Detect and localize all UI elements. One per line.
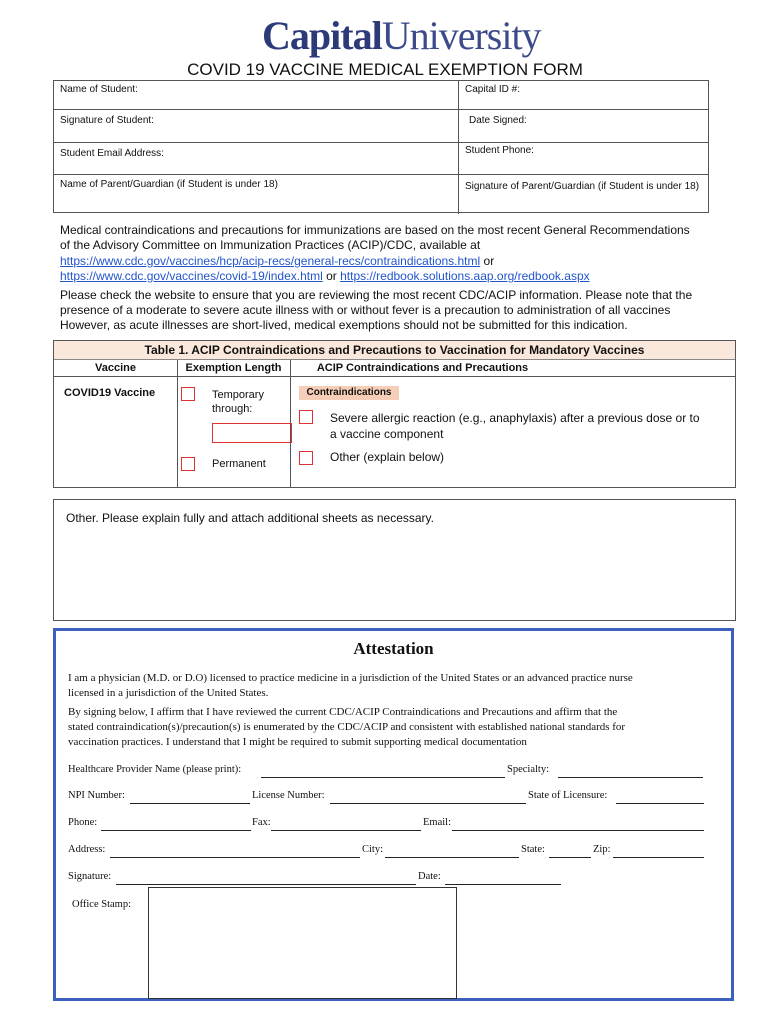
through-date-input[interactable]: [212, 423, 292, 443]
parent-name-label: Name of Parent/Guardian (if Student is under 18): [60, 179, 278, 190]
info-row-signature: [54, 110, 708, 143]
address-label: Address:: [68, 844, 106, 855]
signature-line: [68, 871, 713, 887]
license-number-label: License Number:: [252, 790, 325, 801]
state-licensure-input[interactable]: [616, 803, 704, 804]
student-email-label: Student Email Address:: [60, 148, 164, 159]
city-label: City:: [362, 844, 384, 855]
allergic-reaction-checkbox[interactable]: [299, 410, 313, 424]
phone-line: [68, 817, 713, 833]
form-title: COVID 19 VACCINE MEDICAL EXEMPTION FORM: [187, 60, 583, 79]
other-explanation-box[interactable]: [53, 499, 736, 621]
fax-input[interactable]: [271, 830, 421, 831]
date-label: Date:: [418, 871, 441, 882]
acip-table: [53, 340, 736, 488]
attestation-section: [53, 628, 734, 1001]
table-caption: Table 1. ACIP Contraindications and Precautions to Vaccination for Mandatory Vaccines: [54, 341, 735, 360]
phone-label: Phone:: [68, 817, 98, 828]
provider-line: [68, 764, 713, 780]
date-signed-field[interactable]: [459, 110, 710, 142]
temporary-label: Temporary: [212, 389, 264, 401]
permanent-label: Permanent: [212, 458, 266, 470]
other-explain-label: Other (explain below): [330, 450, 445, 464]
vaccine-name: COVID19 Vaccine: [64, 387, 156, 399]
attestation-para-2-line-2: stated contraindication(s)/precaution(s) is enumerated by the CDC/ACIP and consistent with established national standards for: [68, 721, 626, 733]
temporary-checkbox[interactable]: [181, 387, 195, 401]
intro-line-2: of the Advisory Committee on Immunization Practices (ACIP)/CDC, available at: [60, 238, 481, 252]
student-signature-field[interactable]: [54, 110, 459, 142]
zip-label: Zip:: [593, 844, 611, 855]
through-label: through:: [212, 403, 253, 415]
date-signed-label: Date Signed:: [469, 115, 527, 126]
link-cdc-covid19[interactable]: https://www.cdc.gov/vaccines/covid-19/index.html: [60, 269, 323, 283]
email-input[interactable]: [452, 830, 704, 831]
allergic-reaction-label-2: a vaccine component: [330, 427, 444, 441]
parent-name-field[interactable]: [54, 175, 459, 214]
specialty-input[interactable]: [558, 777, 703, 778]
address-input[interactable]: [110, 857, 360, 858]
state-licensure-label: State of Licensure:: [528, 790, 608, 801]
link-redbook[interactable]: https://redbook.solutions.aap.org/redbook.aspx: [340, 269, 590, 283]
link-cdc-contraindications[interactable]: https://www.cdc.gov/vaccines/hcp/acip-recs/general-recs/contraindications.html: [60, 254, 481, 268]
attestation-title: Attestation: [353, 639, 434, 658]
fax-label: Fax:: [252, 817, 271, 828]
date-input[interactable]: [445, 884, 561, 885]
table-header-row: [54, 360, 735, 377]
student-info-table: [53, 80, 709, 213]
state-label: State:: [521, 844, 545, 855]
parent-signature-field[interactable]: [459, 175, 710, 214]
other-explain-checkbox[interactable]: [299, 451, 313, 465]
specialty-label: Specialty:: [507, 764, 549, 775]
attestation-para-2-line-3: vaccination practices. I understand that I might be required to submit supporting medical documentation: [68, 736, 527, 748]
office-stamp-label: Office Stamp:: [72, 899, 132, 910]
col-header-exemption-length: Exemption Length: [185, 362, 282, 374]
permanent-checkbox[interactable]: [181, 457, 195, 471]
logo-text-capital: Capital: [262, 13, 382, 58]
student-signature-label: Signature of Student:: [60, 115, 154, 126]
attestation-para-2-line-1: By signing below, I affirm that I have reviewed the current CDC/ACIP Contraindications and Precautions and affirm that the: [68, 706, 618, 718]
zip-input[interactable]: [613, 857, 704, 858]
intro-line-3: [60, 254, 730, 269]
info-row-contact: [54, 143, 708, 175]
student-name-field[interactable]: [54, 81, 459, 109]
student-name-label: Name of Student:: [60, 84, 138, 95]
other-explanation-label: Other. Please explain fully and attach additional sheets as necessary.: [66, 511, 434, 525]
info-row-name: [54, 81, 708, 110]
provider-name-label: Healthcare Provider Name (please print):: [68, 764, 242, 775]
npi-input[interactable]: [130, 803, 250, 804]
student-phone-label: Student Phone:: [465, 145, 534, 156]
intro-or-1: or: [480, 254, 495, 268]
email-label: Email:: [423, 817, 451, 828]
intro-line-4: [60, 269, 730, 284]
capital-id-field[interactable]: [459, 81, 710, 109]
intro-line-7: However, as acute illnesses are short-lived, medical exemptions should not be submitted for this indication.: [60, 318, 628, 332]
intro-line-6: presence of a moderate to severe acute illness with or without fever is a precaution to administration of all vaccines: [60, 303, 671, 317]
signature-label: Signature:: [68, 871, 112, 882]
license-line: [68, 790, 713, 806]
phone-input[interactable]: [101, 830, 251, 831]
state-input[interactable]: [549, 857, 591, 858]
license-number-input[interactable]: [330, 803, 526, 804]
col-header-acip: ACIP Contraindications and Precautions: [316, 362, 529, 374]
address-line: [68, 844, 713, 860]
student-email-field[interactable]: [54, 143, 459, 174]
attestation-para-1-line-2: licensed in a jurisdiction of the United States.: [68, 687, 269, 699]
office-stamp-box[interactable]: [148, 887, 457, 999]
provider-name-input[interactable]: [261, 777, 505, 778]
contraindications-badge: Contraindications: [299, 386, 399, 400]
capital-id-label: Capital ID #:: [465, 84, 521, 95]
attestation-para-1-line-1: I am a physician (M.D. or D.O) licensed to practice medicine in a jurisdiction of the United States or an advanced practice nurse: [68, 672, 633, 684]
intro-or-2: or: [322, 269, 341, 283]
logo-text-university: University: [381, 13, 541, 58]
parent-signature-label: Signature of Parent/Guardian (if Student is under 18): [465, 181, 700, 192]
npi-label: NPI Number:: [68, 790, 125, 801]
city-input[interactable]: [385, 857, 519, 858]
intro-line-1: Medical contraindications and precautions for immunizations are based on the most recent General Recommendations: [60, 223, 690, 237]
column-divider: [177, 360, 178, 487]
signature-input[interactable]: [116, 884, 416, 885]
intro-line-5: Please check the website to ensure that you are reviewing the most recent CDC/ACIP information. Please note that the: [60, 288, 693, 302]
capital-university-logo: [262, 12, 541, 60]
student-phone-field[interactable]: [459, 143, 710, 174]
allergic-reaction-label-1: Severe allergic reaction (e.g., anaphylaxis) after a previous dose or to: [330, 411, 700, 425]
info-row-parent: [54, 175, 708, 214]
col-header-vaccine: Vaccine: [95, 362, 136, 374]
